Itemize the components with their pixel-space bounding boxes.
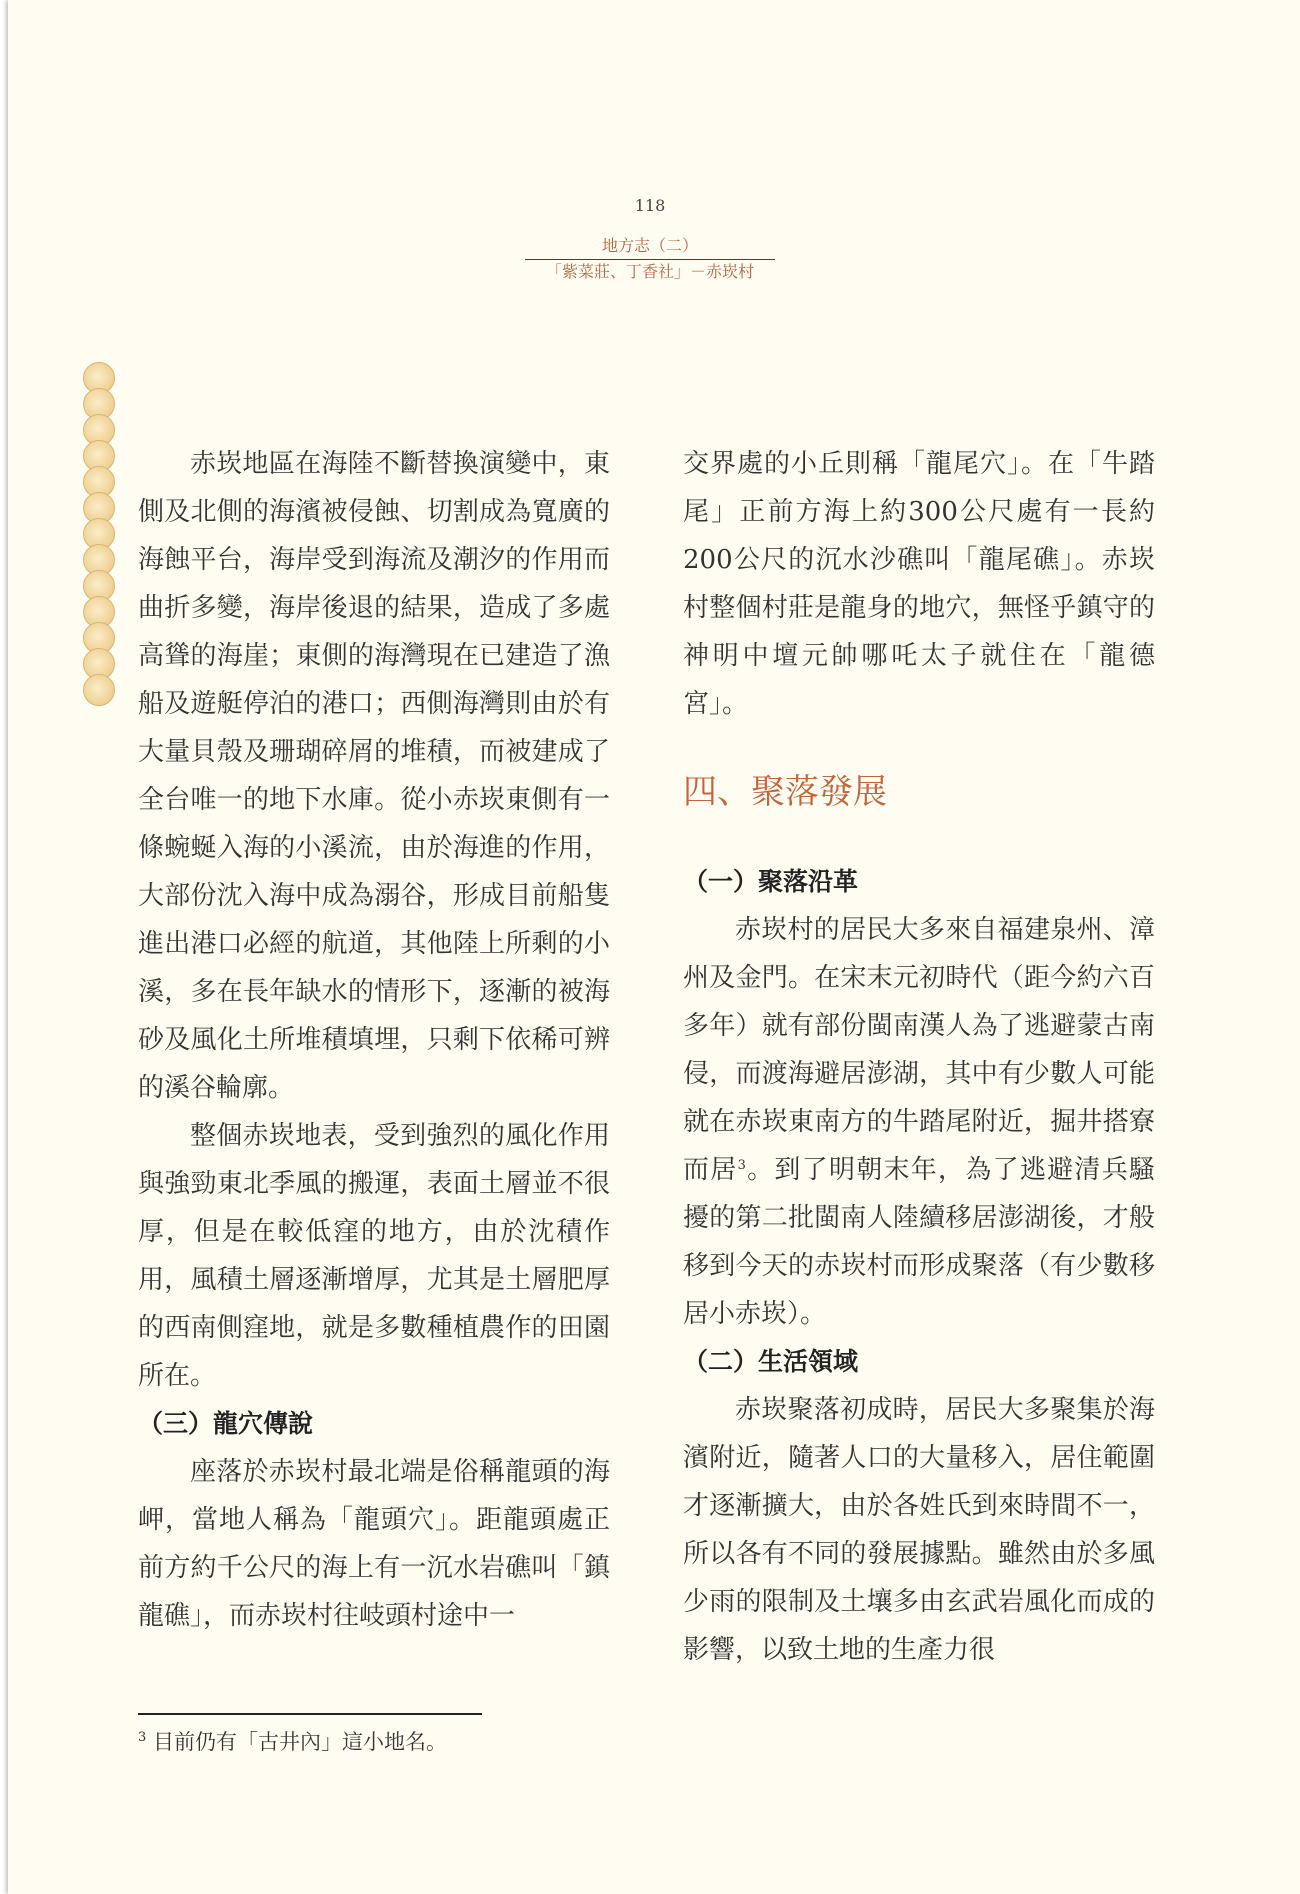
paragraph-text: 。到了明朝末年，為了逃避清兵騷擾的第二批閩南人陸續移居澎湖後，才般移到今天的赤崁村而形成聚落（有少數移居小赤崁）。 <box>683 1155 1155 1329</box>
footnote-text: 目前仍有「古井內」這小地名。 <box>152 1730 447 1754</box>
left-column <box>138 440 610 1640</box>
running-head <box>520 234 780 284</box>
decorative-bead-border <box>83 362 117 700</box>
running-head-subtitle: 「紫菜莊、丁香社」－赤崁村 <box>545 262 754 281</box>
page-number: 118 <box>634 196 666 215</box>
section-heading: 四、聚落發展 <box>683 772 887 812</box>
paragraph: 赤崁聚落初成時，居民大多聚集於海濱附近，隨著人口的大量移入，居住範圍才逐漸擴大，由於各姓氏到來時間不一，所以各有不同的發展據點。雖然由於多風少雨的限制及土壤多由玄武岩風化而成的影響，以致土地的生產力很 <box>683 1395 1155 1665</box>
running-head-title: 地方志（二） <box>525 234 775 260</box>
footnote-divider <box>138 1713 482 1715</box>
paragraph <box>683 906 1155 1338</box>
footnote-mark: 3 <box>138 1730 147 1745</box>
paragraph: 整個赤崁地表，受到強烈的風化作用與強勁東北季風的搬運，表面土層並不很厚，但是在較低窪的地方，由於沈積作用，風積土層逐漸增厚，尤其是土層肥厚的西南側窪地，就是多數種植農作的田園所在。 <box>138 1121 610 1391</box>
paragraph: 座落於赤崁村最北端是俗稱龍頭的海岬，當地人稱為「龍頭穴」。距龍頭處正前方約千公尺的海上有一沉水岩礁叫「鎮龍礁」，而赤崁村往岐頭村途中一 <box>138 1457 610 1631</box>
paragraph: 赤崁地區在海陸不斷替換演變中，東側及北側的海濱被侵蝕、切割成為寬廣的海蝕平台，海岸受到海流及潮汐的作用而曲折多變，海岸後退的結果，造成了多處高聳的海崖；東側的海灣現在已建造了漁船及遊艇停泊的港口；西側海灣則由於有大量貝殼及珊瑚碎屑的堆積，而被建成了全台唯一的地下水庫。從小赤崁東側有一條蜿蜒入海的小溪流，由於海進的作用，大部份沈入海中成為溺谷，形成目前船隻進出港口必經的航道，其他陸上所剩的小溪，多在長年缺水的情形下，逐漸的被海砂及風化土所堆積填埋，只剩下依稀可辨的溪谷輪廓。 <box>138 449 610 1103</box>
subsection-heading: （二）生活領域 <box>683 1347 859 1376</box>
subsection-heading: （三）龍穴傳說 <box>138 1409 314 1438</box>
footnote <box>138 1728 447 1756</box>
bead-ornament <box>83 674 115 706</box>
subsection-heading: （一）聚落沿革 <box>683 867 859 896</box>
paragraph: 交界處的小丘則稱「龍尾穴」。在「牛踏尾」正前方海上約300公尺處有一長約200公尺的沉水沙礁叫「龍尾礁」。赤崁村整個村莊是龍身的地穴，無怪乎鎮守的神明中壇元帥哪吒太子就住在「龍德宮」。 <box>683 449 1155 719</box>
right-column <box>683 440 1155 1674</box>
footnote-reference[interactable]: 3 <box>737 1158 746 1173</box>
paragraph-text: 赤崁村的居民大多來自福建泉州、漳州及金門。在宋末元初時代（距今約六百多年）就有部份閩南漢人為了逃避蒙古南侵，而渡海避居澎湖，其中有少數人可能就在赤崁東南方的牛踏尾附近，掘井搭寮而居 <box>683 915 1155 1185</box>
